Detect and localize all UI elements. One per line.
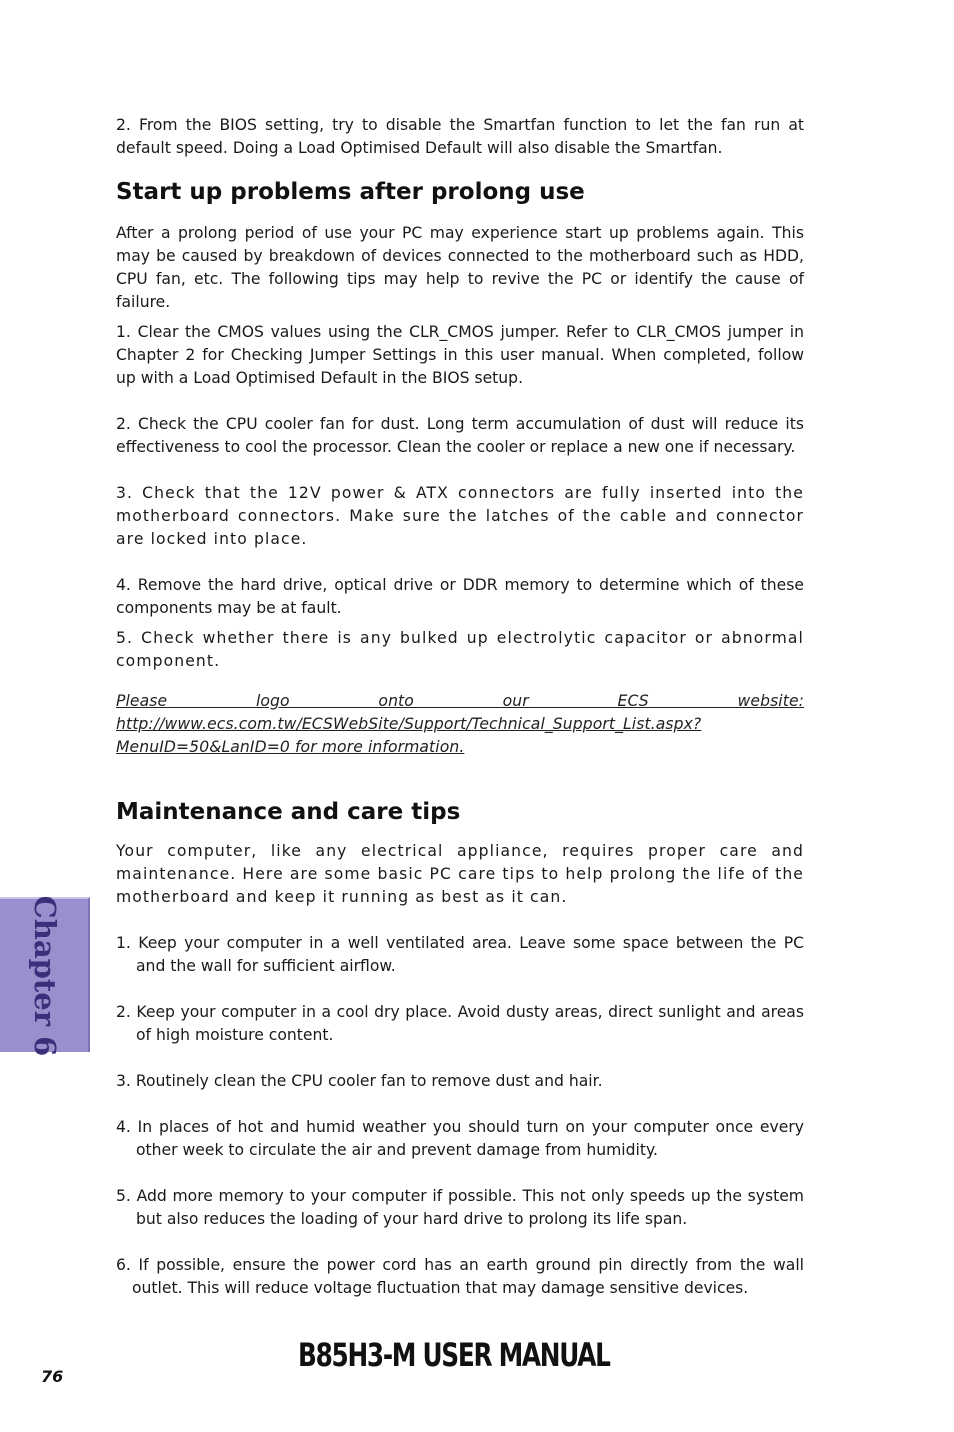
chapter-label: Chapter 6 xyxy=(28,895,62,1057)
page-content xyxy=(116,114,804,1300)
fan-step-2: 2. From the BIOS setting, try to disable the Smartfan function to let the fan run at default speed. Doing a Load Optimised Default will also disable the Smartfan. xyxy=(116,116,804,157)
maintenance-intro: Your computer, like any electrical appliance, requires proper care and maintenance. Here are some basic PC care tips to help prolong the life of the motherboard and keep it running as best as it can. xyxy=(116,842,804,906)
startup-step-4: 4. Remove the hard drive, optical drive or DDR memory to determine which of these components may be at fault. xyxy=(116,576,804,617)
maintenance-tip-4: 4. In places of hot and humid weather you should turn on your computer once every other week to circulate the air and prevent damage from humidity. xyxy=(116,1118,804,1159)
maintenance-heading: Maintenance and care tips xyxy=(116,799,461,825)
page-number: 76 xyxy=(41,1367,64,1386)
startup-intro: After a prolong period of use your PC may experience start up problems again. This may be caused by breakdown of devices connected to the motherboard such as HDD, CPU fan, etc. The following tips may help to revive the PC or identify the cause of failure. xyxy=(116,224,804,311)
startup-step-1: 1. Clear the CMOS values using the CLR_CMOS jumper. Refer to CLR_CMOS jumper in Chapter 2 for Checking Jumper Settings in this user manual. When completed, follow up with a Load Optimised Default in the BIOS setup. xyxy=(116,323,804,387)
startup-step-5: 5. Check whether there is any bulked up electrolytic capacitor or abnormal component. xyxy=(116,629,804,670)
manual-title: B85H3-M USER MANUAL xyxy=(298,1336,610,1374)
maintenance-tip-2: 2. Keep your computer in a cool dry place. Avoid dusty areas, direct sunlight and areas of high moisture content. xyxy=(116,1003,804,1044)
maintenance-tip-3: 3. Routinely clean the CPU cooler fan to remove dust and hair. xyxy=(116,1072,603,1090)
maintenance-tip-1: 1. Keep your computer in a well ventilated area. Leave some space between the PC and the wall for sufficient airflow. xyxy=(116,934,804,975)
startup-step-2: 2. Check the CPU cooler fan for dust. Long term accumulation of dust will reduce its effectiveness to cool the processor. Clean the cooler or replace a new one if necessary. xyxy=(116,415,804,456)
startup-step-3: 3. Check that the 12V power & ATX connectors are fully inserted into the motherboard connectors. Make sure the latches of the cable and connector are locked into place. xyxy=(116,484,804,548)
maintenance-tip-5: 5. Add more memory to your computer if possible. This not only speeds up the system but also reduces the loading of your hard drive to prolong its life span. xyxy=(116,1187,804,1228)
maintenance-tip-6: 6. If possible, ensure the power cord has an earth ground pin directly from the wall outlet. This will reduce voltage fluctuation that may damage sensitive devices. xyxy=(116,1256,804,1297)
chapter-tab xyxy=(0,895,90,1057)
startup-heading: Start up problems after prolong use xyxy=(116,179,585,205)
ecs-support-link[interactable]: Please logo onto our ECS website: http://www.ecs.com.tw/ECSWebSite/Support/Technical_Support_List.aspx?MenuID=50&LanID=0 for more information. xyxy=(116,692,804,756)
